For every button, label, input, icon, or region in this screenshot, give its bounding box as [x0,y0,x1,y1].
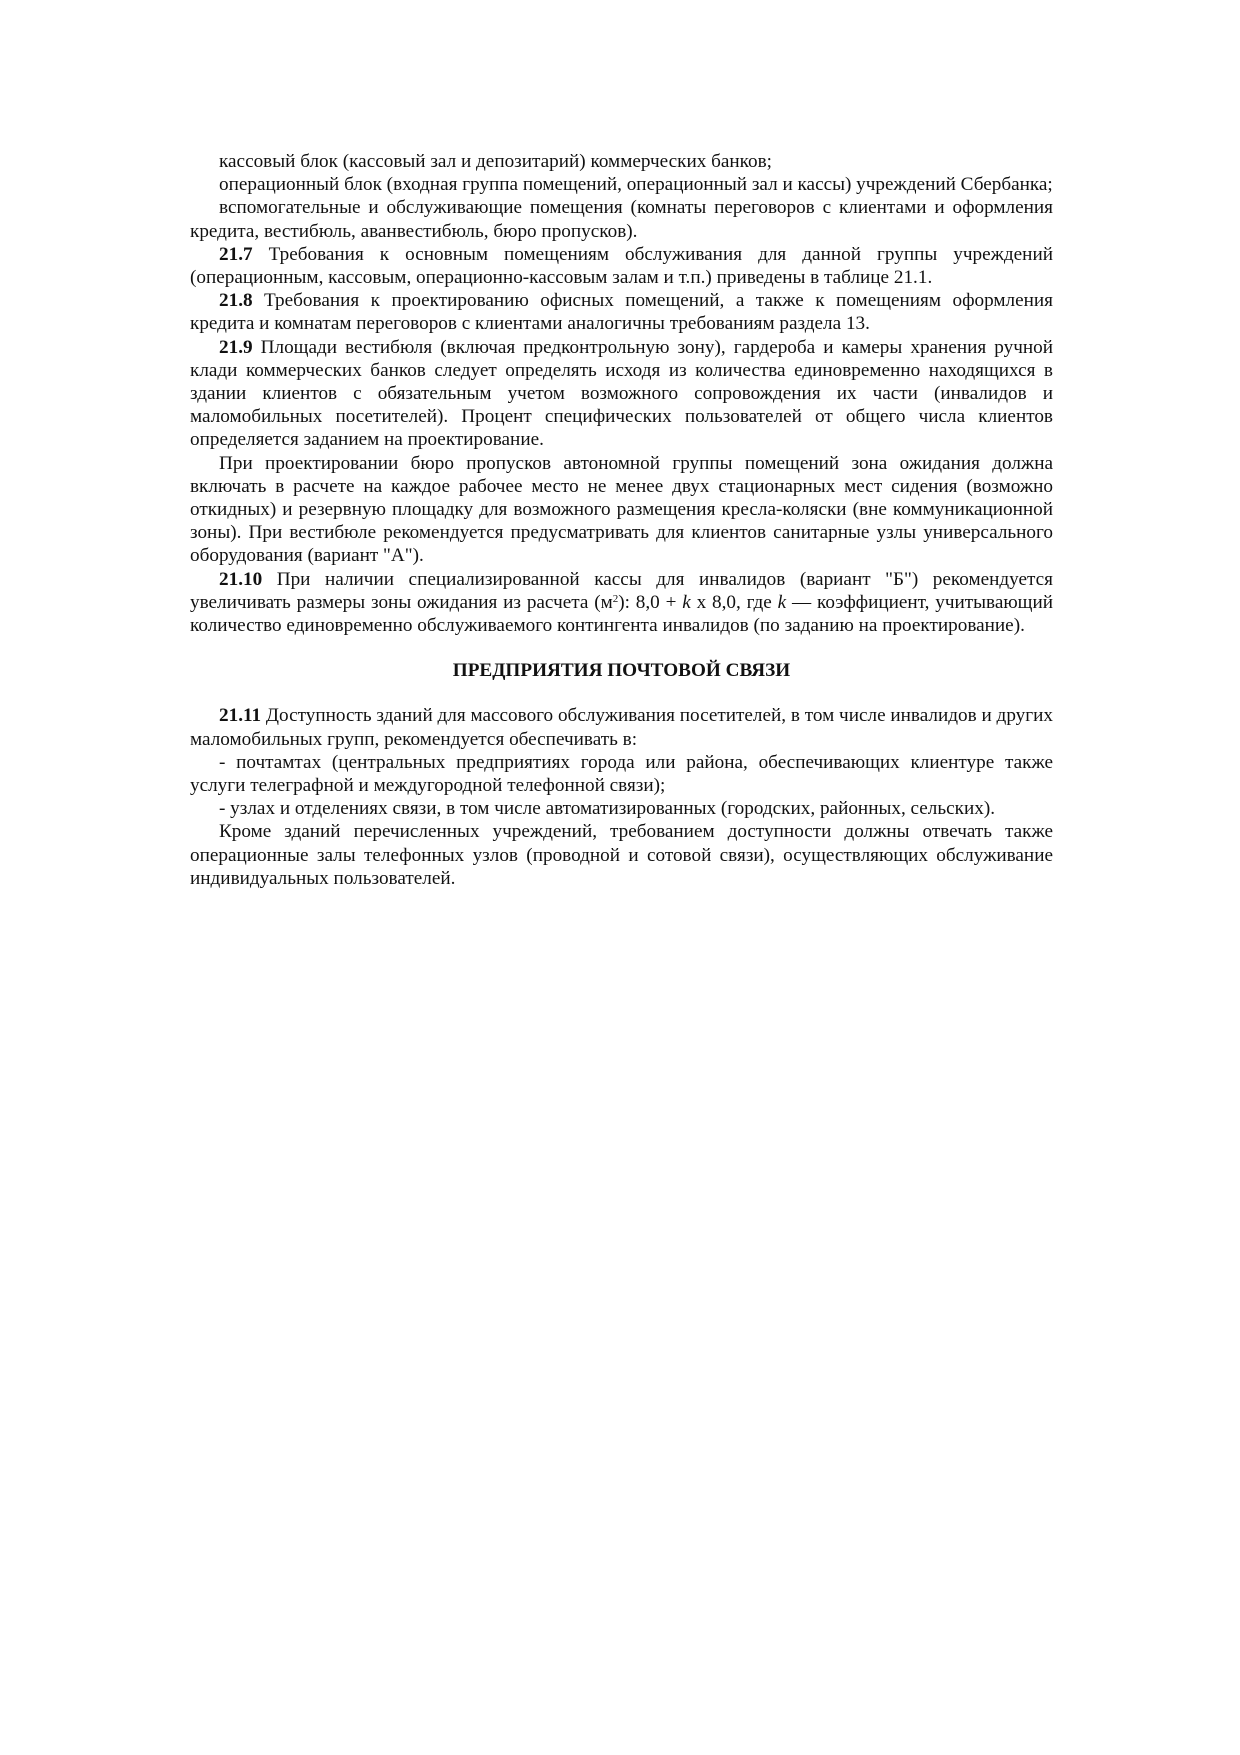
paragraph-text: Площади вестибюля (включая предконтрольную зону), гардероба и камеры хранения ручной клади коммерческих банков следует определять исходя из количества единовременно находящихся в здании клиентов с обязательным учетом возможного сопровождения их части (инвалидов и маломобильных посетителей). Процент специфических пользователей от общего числа клиентов определяется заданием на проектирование. [190,336,1053,451]
paragraph-text: Кроме зданий перечисленных учреждений, требованием доступности должны отвечать также операционные залы телефонных узлов (проводной и сотовой связи), осуществляющих обслуживание индивидуальных пользователей. [190,821,1053,889]
paragraph-21-9 [190,336,1053,452]
paragraph-text: Требования к проектированию офисных помещений, а также к помещениям оформления кредита и комнатам переговоров с клиентами аналогичны требованиям раздела 13. [190,290,1053,335]
paragraph-21-11 [190,704,1053,750]
paragraph-communication-nodes [190,797,1053,820]
paragraph-text: - узлах и отделениях связи, в том числе автоматизированных (городских, районных, сельских). [219,798,996,820]
paragraph-21-10 [190,568,1053,638]
paragraph-21-7 [190,243,1053,289]
superscript: 2 [612,592,619,605]
paragraph-text: ): 8,0 + [618,591,683,613]
coefficient-symbol: k [682,591,691,613]
paragraph-text: вспомогательные и обслуживающие помещения (комнаты переговоров с клиентами и оформления кредита, вестибюль, аванвестибюль, бюро пропусков). [190,197,1053,242]
paragraph-text: - почтамтах (центральных предприятиях города или района, обеспечивающих клиентуре также услуги телеграфной и междугородной телефонной связи); [190,751,1053,797]
paragraph-text: операционный блок (входная группа помещений, операционный зал и кассы) учреждений Сбербанка; [219,174,1053,196]
coefficient-symbol: k [777,591,787,613]
paragraph-text: х 8,0, где [690,591,778,613]
paragraph-text: При наличии специализированной кассы для инвалидов (вариант "Б") рекомендуется увеличивать размеры зоны ожидания из расчета (м [190,568,1053,613]
paragraph-telephone-nodes [190,820,1053,890]
paragraph-operational-block [190,173,1053,196]
paragraph-21-8 [190,289,1053,335]
paragraph-post-offices [190,751,1053,797]
clause-number: 21.8 [219,290,253,312]
paragraph-text: Доступность зданий для массового обслуживания посетителей, в том числе инвалидов и других маломобильных групп, рекомендуется обеспечивать в: [190,705,1053,750]
paragraph-text: При проектировании бюро пропусков автономной группы помещений зона ожидания должна включать в расчете на каждое рабочее место не менее двух стационарных мест сидения (возможно откидных) и резервную площадку для возможного размещения кресла-коляски (вне коммуникационной зоны). При вестибюле рекомендуется предусматривать для клиентов санитарные узлы универсального оборудования (вариант "А"). [190,452,1053,567]
paragraph-cash-block [190,150,1053,173]
section-heading: ПРЕДПРИЯТИЯ ПОЧТОВОЙ СВЯЗИ [452,660,791,682]
document-page [190,150,1053,890]
clause-number: 21.9 [219,336,253,358]
paragraph-auxiliary-rooms [190,196,1053,242]
paragraph-text: кассовый блок (кассовый зал и депозитарий) коммерческих банков; [219,151,772,172]
paragraph-text: — коэффициент, учитывающий количество единовременно обслуживаемого контингента инвалидов (по заданию на проектирование). [190,591,1053,637]
paragraph-pass-bureau [190,452,1053,568]
clause-number: 21.10 [219,568,263,590]
clause-number: 21.7 [219,243,253,265]
clause-number: 21.11 [219,705,262,727]
paragraph-text: Требования к основным помещениям обслуживания для данной группы учреждений (операционным, кассовым, операционно-кассовым залам и т.п.) приведены в таблице 21.1. [190,243,1053,289]
